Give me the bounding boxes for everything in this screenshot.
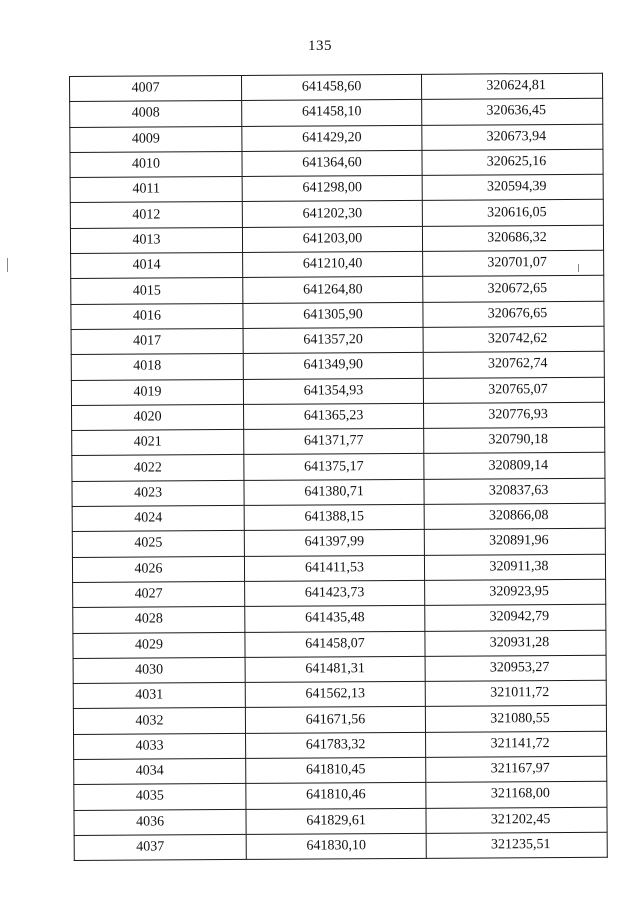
table-row — [70, 149, 603, 178]
x-coordinate-cell: 641397,99 — [244, 530, 424, 556]
point-number-cell: 4013 — [70, 227, 242, 253]
point-number-cell: 4028 — [73, 607, 245, 633]
table-row — [71, 377, 604, 406]
point-number-cell: 4021 — [72, 430, 244, 456]
table-row — [70, 225, 603, 254]
table-row — [74, 731, 607, 760]
table-row — [71, 301, 604, 330]
table-row — [73, 579, 606, 608]
x-coordinate-cell: 641203,00 — [242, 226, 422, 252]
y-coordinate-cell: 320673,94 — [422, 124, 603, 150]
point-number-cell: 4007 — [70, 75, 242, 101]
point-number-cell: 4010 — [70, 151, 242, 177]
y-coordinate-cell: 320891,96 — [424, 529, 605, 555]
x-coordinate-cell: 641783,32 — [246, 732, 426, 758]
coordinates-table — [69, 73, 608, 861]
x-coordinate-cell: 641264,80 — [243, 277, 423, 303]
y-coordinate-cell: 321235,51 — [426, 832, 607, 858]
point-number-cell: 4011 — [70, 177, 242, 203]
table-row — [70, 99, 603, 128]
y-coordinate-cell: 320625,16 — [422, 149, 603, 175]
y-coordinate-cell: 320676,65 — [423, 301, 604, 327]
point-number-cell: 4016 — [71, 303, 243, 329]
y-coordinate-cell: 320672,65 — [423, 276, 604, 302]
y-coordinate-cell: 321167,97 — [426, 756, 607, 782]
point-number-cell: 4023 — [72, 480, 244, 506]
y-coordinate-cell: 320701,07 — [423, 250, 604, 276]
x-coordinate-cell: 641458,10 — [242, 100, 422, 126]
x-coordinate-cell: 641429,20 — [242, 125, 422, 151]
y-coordinate-cell: 320616,05 — [422, 200, 603, 226]
x-coordinate-cell: 641349,90 — [243, 353, 423, 379]
table-row — [70, 174, 603, 203]
table-row — [71, 352, 604, 381]
y-coordinate-cell: 320594,39 — [422, 174, 603, 200]
y-coordinate-cell: 320742,62 — [423, 326, 604, 352]
point-number-cell: 4022 — [72, 455, 244, 481]
y-coordinate-cell: 321202,45 — [426, 807, 607, 833]
y-coordinate-cell: 321080,55 — [425, 706, 606, 732]
point-number-cell: 4018 — [71, 354, 243, 380]
x-coordinate-cell: 641458,60 — [241, 74, 421, 100]
y-coordinate-cell: 321011,72 — [425, 680, 606, 706]
point-number-cell: 4027 — [73, 581, 245, 607]
table-row — [72, 453, 605, 482]
point-number-cell: 4025 — [72, 531, 244, 557]
point-number-cell: 4032 — [73, 708, 245, 734]
y-coordinate-cell: 320911,38 — [424, 554, 605, 580]
table-row — [72, 554, 605, 583]
x-coordinate-cell: 641562,13 — [245, 681, 425, 707]
x-coordinate-cell: 641423,73 — [245, 580, 425, 606]
point-number-cell: 4029 — [73, 632, 245, 658]
x-coordinate-cell: 641357,20 — [243, 327, 423, 353]
x-coordinate-cell: 641371,77 — [244, 428, 424, 454]
table-row — [74, 807, 607, 836]
x-coordinate-cell: 641830,10 — [246, 833, 426, 859]
point-number-cell: 4033 — [74, 733, 246, 759]
x-coordinate-cell: 641365,23 — [244, 403, 424, 429]
table-row — [72, 503, 605, 532]
point-number-cell: 4034 — [74, 758, 246, 784]
point-number-cell: 4017 — [71, 328, 243, 354]
table-row — [74, 782, 607, 811]
y-coordinate-cell: 320686,32 — [422, 225, 603, 251]
y-coordinate-cell: 321168,00 — [426, 782, 607, 808]
y-coordinate-cell: 320636,45 — [422, 99, 603, 125]
x-coordinate-cell: 641364,60 — [242, 150, 422, 176]
coordinates-table-body — [70, 73, 608, 860]
table-row — [74, 832, 607, 861]
x-coordinate-cell: 641810,45 — [246, 757, 426, 783]
point-number-cell: 4031 — [73, 683, 245, 709]
scan-artifact-left — [7, 258, 8, 272]
x-coordinate-cell: 641354,93 — [243, 378, 423, 404]
y-coordinate-cell: 320809,14 — [424, 453, 605, 479]
y-coordinate-cell: 320953,27 — [425, 655, 606, 681]
x-coordinate-cell: 641388,15 — [244, 504, 424, 530]
table-row — [73, 706, 606, 735]
y-coordinate-cell: 320837,63 — [424, 478, 605, 504]
x-coordinate-cell: 641671,56 — [245, 707, 425, 733]
table-row — [72, 478, 605, 507]
table-row — [71, 326, 604, 355]
y-coordinate-cell: 320762,74 — [423, 352, 604, 378]
y-coordinate-cell: 320942,79 — [425, 604, 606, 630]
x-coordinate-cell: 641375,17 — [244, 454, 424, 480]
x-coordinate-cell: 641210,40 — [243, 251, 423, 277]
x-coordinate-cell: 641435,48 — [245, 606, 425, 632]
table-row — [73, 604, 606, 633]
point-number-cell: 4009 — [70, 126, 242, 152]
point-number-cell: 4014 — [71, 253, 243, 279]
x-coordinate-cell: 641458,07 — [245, 631, 425, 657]
x-coordinate-cell: 641829,61 — [246, 808, 426, 834]
x-coordinate-cell: 641298,00 — [242, 176, 422, 202]
table-row — [74, 756, 607, 785]
y-coordinate-cell: 320931,28 — [425, 630, 606, 656]
point-number-cell: 4030 — [73, 657, 245, 683]
point-number-cell: 4026 — [72, 556, 244, 582]
y-coordinate-cell: 320765,07 — [423, 377, 604, 403]
table-row — [72, 427, 605, 456]
table-row — [72, 402, 605, 431]
y-coordinate-cell: 320790,18 — [424, 427, 605, 453]
table-row — [73, 680, 606, 709]
y-coordinate-cell: 321141,72 — [426, 731, 607, 757]
point-number-cell: 4012 — [70, 202, 242, 228]
table-row — [73, 630, 606, 659]
point-number-cell: 4019 — [71, 379, 243, 405]
point-number-cell: 4008 — [70, 101, 242, 127]
x-coordinate-cell: 641481,31 — [245, 656, 425, 682]
point-number-cell: 4035 — [74, 784, 246, 810]
table-row — [70, 124, 603, 153]
point-number-cell: 4037 — [74, 834, 246, 860]
table-row — [73, 655, 606, 684]
table-row — [70, 200, 603, 229]
y-coordinate-cell: 320776,93 — [424, 402, 605, 428]
point-number-cell: 4036 — [74, 809, 246, 835]
point-number-cell: 4015 — [71, 278, 243, 304]
x-coordinate-cell: 641305,90 — [243, 302, 423, 328]
x-coordinate-cell: 641810,46 — [246, 783, 426, 809]
page-number: 135 — [308, 38, 332, 54]
x-coordinate-cell: 641411,53 — [244, 555, 424, 581]
y-coordinate-cell: 320866,08 — [424, 503, 605, 529]
y-coordinate-cell: 320624,81 — [421, 73, 602, 99]
table-row — [71, 250, 604, 279]
table-row — [72, 529, 605, 558]
table-row — [70, 73, 603, 102]
x-coordinate-cell: 641380,71 — [244, 479, 424, 505]
table-row — [71, 276, 604, 305]
point-number-cell: 4020 — [72, 404, 244, 430]
x-coordinate-cell: 641202,30 — [242, 201, 422, 227]
y-coordinate-cell: 320923,95 — [425, 579, 606, 605]
point-number-cell: 4024 — [72, 505, 244, 531]
